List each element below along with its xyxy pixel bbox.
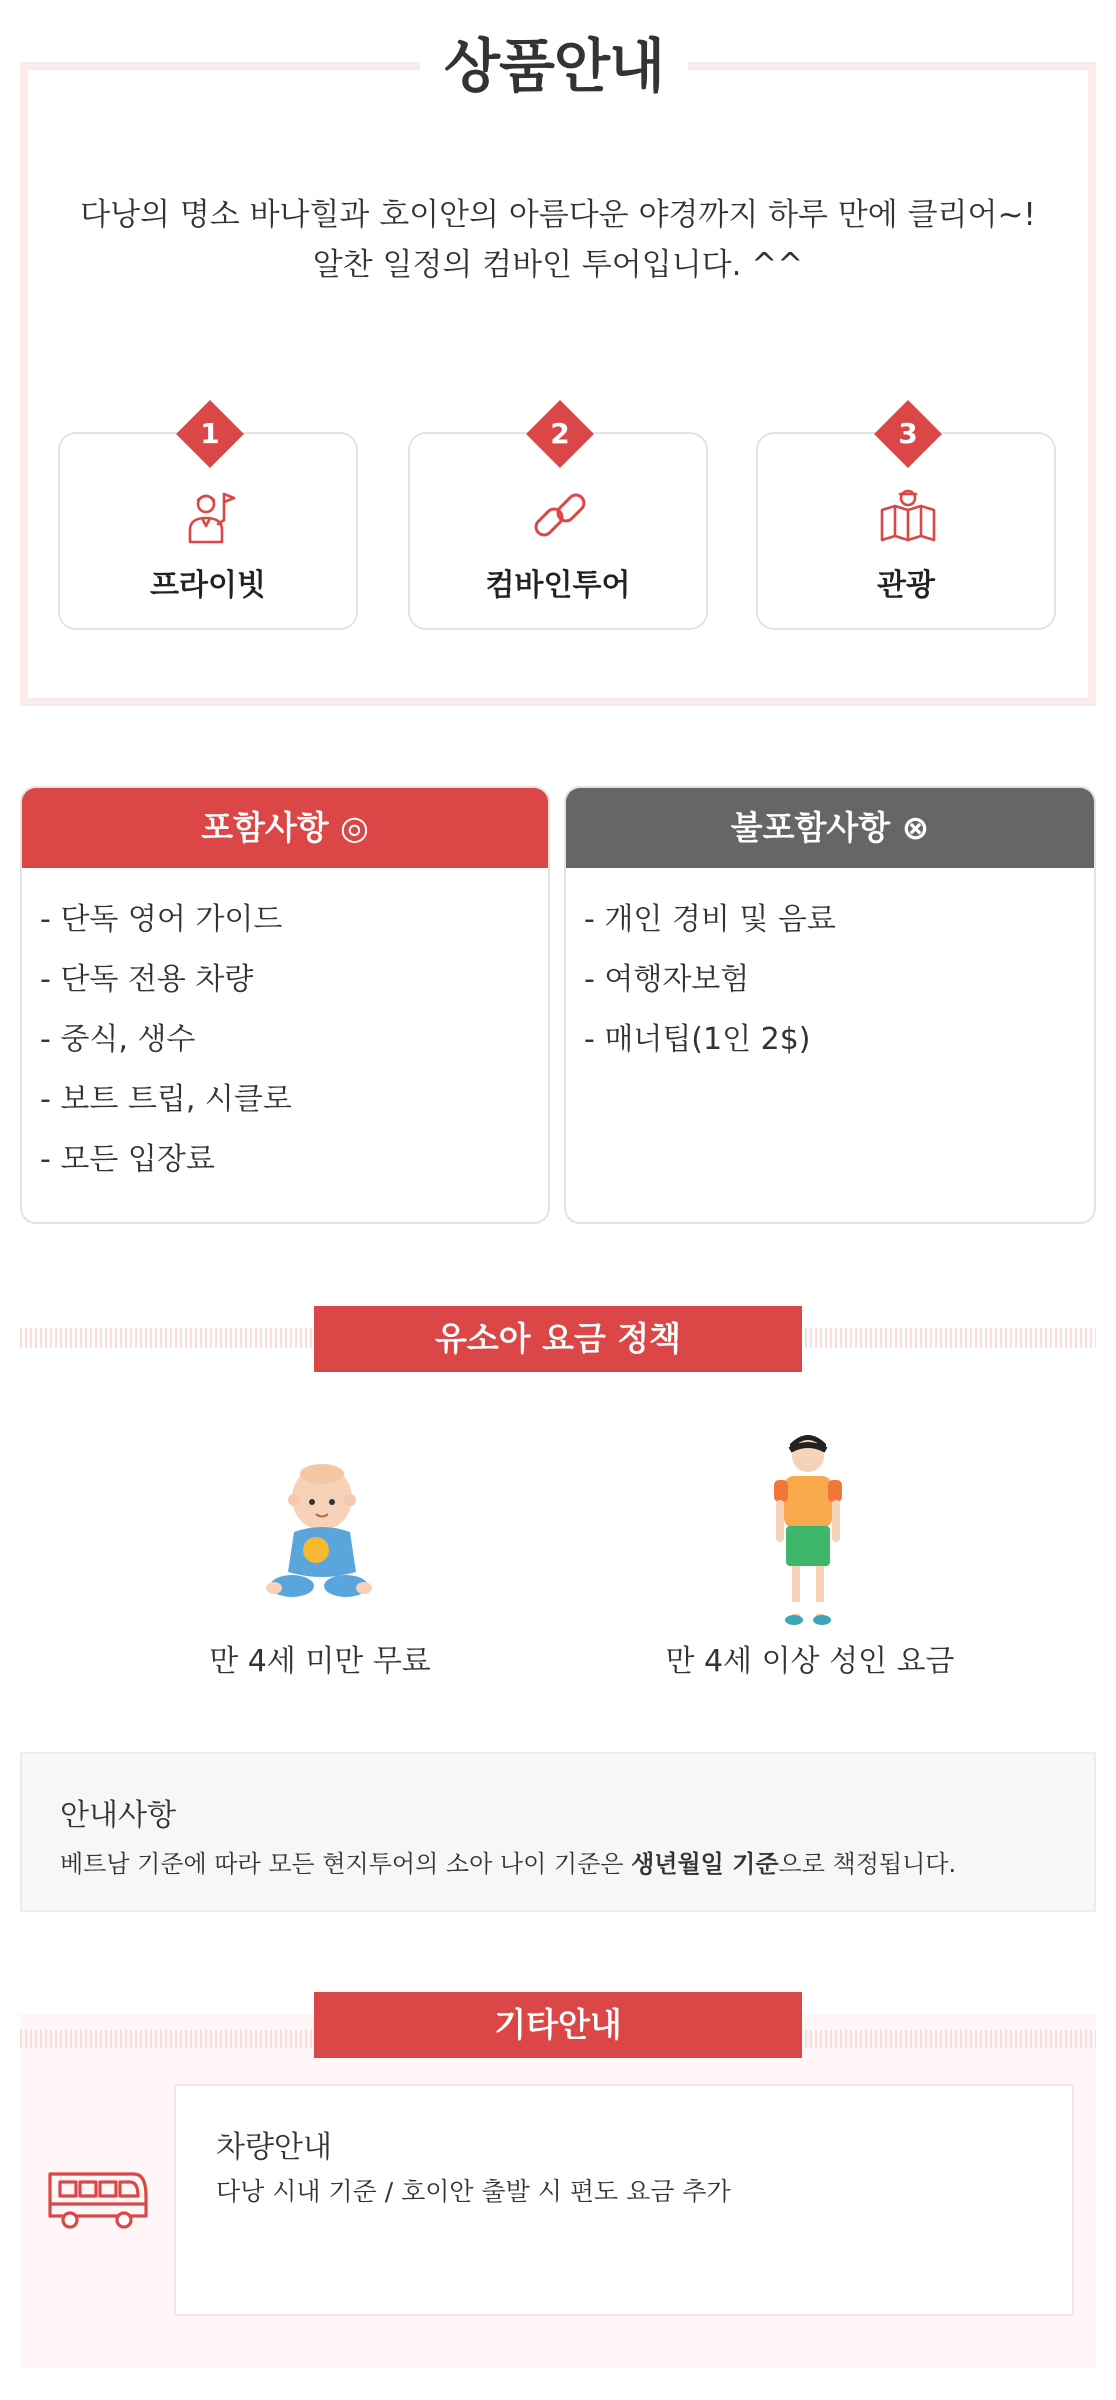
etc-info-title: 기타안내 bbox=[314, 1992, 802, 2058]
excluded-list bbox=[566, 868, 1094, 1070]
sightseeing-map-icon bbox=[876, 484, 940, 548]
description-line-2: 알찬 일정의 컴바인 투어입니다. ^^ bbox=[312, 247, 804, 283]
vehicle-text: 다낭 시내 기준 / 호이안 출발 시 편도 요금 추가 bbox=[216, 2177, 731, 2206]
list-item: - 중식, 생수 bbox=[40, 1022, 196, 1057]
description-line-1: 다낭의 명소 바나힐과 호이안의 아름다운 야경까지 하루 만에 클리어~! bbox=[80, 197, 1036, 233]
child-illustration bbox=[770, 1426, 846, 1632]
vehicle-info-panel bbox=[174, 2084, 1074, 2316]
notice-box bbox=[20, 1752, 1096, 1912]
list-item: - 단독 전용 차량 bbox=[40, 962, 254, 997]
feature-card-combine bbox=[408, 417, 708, 630]
notice-text-bold: 생년월일 기준 bbox=[631, 1850, 779, 1878]
infant-illustration bbox=[264, 1452, 374, 1602]
list-item: - 모든 입장료 bbox=[40, 1142, 215, 1177]
feature-number: 2 bbox=[550, 417, 570, 450]
vehicle-title: 차량안내 bbox=[216, 2130, 332, 2165]
feature-card-private bbox=[58, 417, 358, 630]
product-info-title: 상품안내 bbox=[420, 28, 688, 104]
feature-number: 1 bbox=[200, 417, 220, 450]
feature-number-badge bbox=[874, 400, 942, 468]
feature-label: 프라이빗 bbox=[150, 568, 266, 603]
infant-fee-caption: 만 4세 미만 무료 bbox=[209, 1644, 431, 1679]
list-item: - 개인 경비 및 음료 bbox=[584, 902, 836, 937]
excluded-header: 불포함사항 ⊗ bbox=[566, 788, 1094, 868]
feature-number-badge bbox=[176, 400, 244, 468]
private-guide-icon bbox=[178, 484, 242, 548]
list-item: - 매너팁(1인 2$) bbox=[584, 1022, 811, 1057]
feature-number: 3 bbox=[898, 417, 918, 450]
feature-label: 컴바인투어 bbox=[485, 568, 631, 603]
included-header: 포함사항 ◎ bbox=[22, 788, 548, 868]
link-chain-icon bbox=[528, 484, 592, 548]
product-description bbox=[40, 190, 1076, 290]
excluded-card bbox=[564, 786, 1096, 1224]
included-list bbox=[22, 868, 548, 1190]
notice-title: 안내사항 bbox=[60, 1798, 176, 1833]
bus-icon bbox=[46, 2166, 150, 2232]
notice-text-after: 으로 책정됩니다. bbox=[778, 1850, 957, 1878]
child-policy-title: 유소아 요금 정책 bbox=[314, 1306, 802, 1372]
child-fee-caption: 만 4세 이상 성인 요금 bbox=[665, 1644, 955, 1679]
list-item: - 단독 영어 가이드 bbox=[40, 902, 283, 937]
notice-text-before: 베트남 기준에 따라 모든 현지투어의 소아 나이 기준은 bbox=[60, 1850, 632, 1878]
list-item: - 보트 트립, 시클로 bbox=[40, 1082, 292, 1117]
feature-label: 관광 bbox=[877, 568, 935, 603]
feature-number-badge bbox=[526, 400, 594, 468]
list-item: - 여행자보험 bbox=[584, 962, 750, 997]
notice-text bbox=[60, 1844, 956, 1879]
feature-card-sightseeing bbox=[756, 417, 1056, 630]
included-card bbox=[20, 786, 550, 1224]
